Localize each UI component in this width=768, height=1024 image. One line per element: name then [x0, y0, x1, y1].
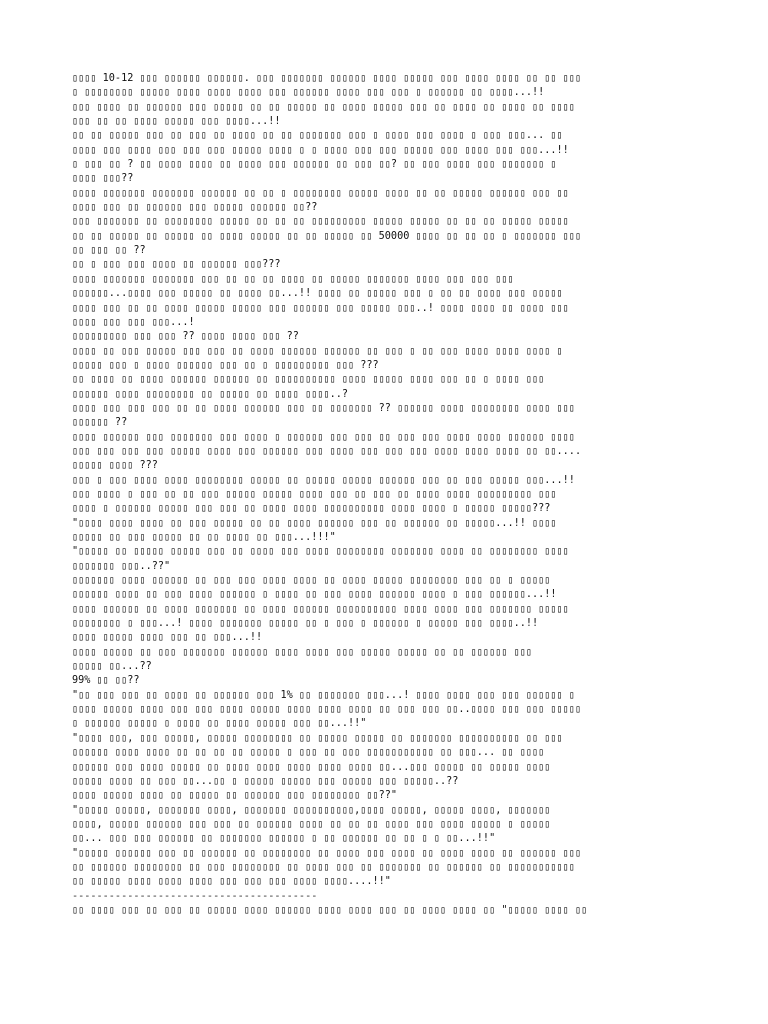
- text-line: ▯▯▯▯ ▯▯ ▯▯▯ ▯▯▯▯▯ ▯▯▯ ▯▯▯ ▯▯ ▯▯▯▯ ▯▯▯▯▯▯ ▯▯▯▯▯▯ ▯▯ ▯▯▯ ▯ ▯▯ ▯▯▯ ▯▯▯▯ ▯▯▯▯ ▯▯▯▯ ▯: [72, 345, 563, 357]
- text-line: ▯▯ ▯▯ ▯▯▯▯▯ ▯▯▯ ▯▯ ▯▯▯ ▯▯ ▯▯▯▯ ▯▯ ▯▯ ▯▯▯▯▯▯▯ ▯▯▯ ▯ ▯▯▯▯ ▯▯▯ ▯▯▯▯ ▯ ▯▯▯ ▯▯▯... ▯▯: [72, 130, 563, 142]
- text-line: "▯▯▯▯▯ ▯▯▯▯▯▯ ▯▯▯ ▯▯ ▯▯▯▯▯▯ ▯▯ ▯▯▯▯▯▯▯▯ ▯▯ ▯▯▯▯ ▯▯▯ ▯▯▯▯ ▯▯ ▯▯▯▯ ▯▯▯▯ ▯▯ ▯▯▯▯▯▯ ▯▯▯: [72, 847, 582, 859]
- text-line: ▯▯▯▯▯▯...▯▯▯▯ ▯▯▯ ▯▯▯▯▯ ▯▯ ▯▯▯▯ ▯▯...!! ▯▯▯▯ ▯▯ ▯▯▯▯▯ ▯▯▯ ▯ ▯▯ ▯▯ ▯▯▯▯ ▯▯▯ ▯▯▯▯▯: [72, 288, 563, 300]
- text-line: ▯▯▯ ▯▯▯▯ ▯ ▯▯▯ ▯▯ ▯▯ ▯▯▯ ▯▯▯▯▯ ▯▯▯▯▯ ▯▯▯▯ ▯▯▯ ▯▯ ▯▯▯ ▯▯ ▯▯▯▯ ▯▯▯▯ ▯▯▯▯▯▯▯▯▯ ▯▯▯: [72, 488, 557, 500]
- text-line: "▯▯▯▯ ▯▯▯, ▯▯▯ ▯▯▯▯▯, ▯▯▯▯▯ ▯▯▯▯▯▯▯▯ ▯▯ ▯▯▯▯▯ ▯▯▯▯▯ ▯▯ ▯▯▯▯▯▯▯ ▯▯▯▯▯▯▯▯▯▯ ▯▯ ▯▯▯: [72, 732, 563, 744]
- text-line: ▯▯▯▯▯▯ ▯▯▯▯ ▯▯▯▯ ▯▯ ▯▯ ▯▯ ▯▯ ▯▯▯▯▯ ▯ ▯▯▯ ▯▯ ▯▯▯ ▯▯▯▯▯▯▯▯▯▯▯ ▯▯ ▯▯▯... ▯▯ ▯▯▯▯: [72, 747, 545, 759]
- document-body: [72, 72, 700, 918]
- text-line: ▯▯▯▯ ▯▯▯ ▯▯ ▯▯ ▯▯▯▯ ▯▯▯▯▯ ▯▯▯▯▯ ▯▯▯ ▯▯▯▯▯▯ ▯▯▯ ▯▯▯▯▯ ▯▯▯..! ▯▯▯▯ ▯▯▯▯ ▯▯ ▯▯▯▯ ▯▯▯: [72, 302, 569, 314]
- text-line: ▯▯▯▯ ▯▯▯ ▯▯ ▯▯▯▯▯▯ ▯▯▯ ▯▯▯▯▯ ▯▯▯▯▯▯ ▯▯??: [72, 202, 318, 214]
- text-line: ▯▯▯▯ ▯▯▯▯▯▯ ▯▯▯ ▯▯▯▯▯▯▯ ▯▯▯ ▯▯▯▯ ▯ ▯▯▯▯▯▯ ▯▯▯ ▯▯▯ ▯▯ ▯▯▯ ▯▯▯ ▯▯▯▯ ▯▯▯▯ ▯▯▯▯▯▯ ▯▯▯▯: [72, 431, 575, 443]
- text-line: ▯▯▯▯▯▯ ??: [72, 417, 128, 429]
- text-line: ▯▯▯▯▯▯ ▯▯▯▯ ▯▯▯▯▯▯▯▯ ▯▯ ▯▯▯▯▯ ▯▯ ▯▯▯▯ ▯▯▯▯..?: [72, 388, 349, 400]
- text-line: "▯▯▯▯ ▯▯▯▯ ▯▯▯▯ ▯▯ ▯▯▯ ▯▯▯▯▯ ▯▯ ▯▯ ▯▯▯▯ ▯▯▯▯▯▯ ▯▯▯ ▯▯ ▯▯▯▯▯▯ ▯▯ ▯▯▯▯▯...!! ▯▯▯▯: [72, 517, 557, 529]
- text-line: ▯▯▯ ▯ ▯▯▯ ▯▯▯▯ ▯▯▯▯ ▯▯▯▯▯▯▯▯ ▯▯▯▯▯ ▯▯ ▯▯▯▯▯ ▯▯▯▯▯ ▯▯▯▯▯▯ ▯▯▯ ▯▯ ▯▯▯ ▯▯▯▯▯ ▯▯▯...!!: [72, 474, 575, 486]
- text-line: ▯▯ ▯ ▯▯▯ ▯▯▯ ▯▯▯▯ ▯▯ ▯▯▯▯▯▯ ▯▯▯???: [72, 259, 281, 271]
- text-line: 99% ▯▯ ▯▯??: [72, 675, 140, 687]
- text-line: ▯▯ ▯▯▯▯▯▯ ▯▯▯▯▯▯▯▯ ▯▯ ▯▯▯ ▯▯▯▯▯▯▯▯ ▯▯ ▯▯▯▯ ▯▯▯ ▯▯ ▯▯▯▯▯▯▯ ▯▯ ▯▯▯▯▯▯ ▯▯ ▯▯▯▯▯▯▯▯▯▯▯: [72, 861, 575, 873]
- text-line: ▯▯▯▯▯ ▯▯▯▯ ???: [72, 460, 158, 472]
- text-line: ▯▯▯▯ ▯▯▯??: [72, 173, 134, 185]
- text-line: ▯▯▯▯▯▯▯▯ ▯ ▯▯▯...! ▯▯▯▯ ▯▯▯▯▯▯▯ ▯▯▯▯▯ ▯▯ ▯ ▯▯▯ ▯ ▯▯▯▯▯▯ ▯ ▯▯▯▯▯ ▯▯▯ ▯▯▯▯..!!: [72, 618, 539, 630]
- text-line: ▯▯▯▯ ▯▯▯▯▯ ▯▯▯▯ ▯▯▯ ▯▯ ▯▯▯...!!: [72, 632, 263, 644]
- text-line: "▯▯▯▯▯ ▯▯▯▯▯, ▯▯▯▯▯▯▯ ▯▯▯▯, ▯▯▯▯▯▯▯ ▯▯▯▯▯▯▯▯▯▯,▯▯▯▯ ▯▯▯▯▯, ▯▯▯▯▯ ▯▯▯▯, ▯▯▯▯▯▯▯: [72, 804, 551, 816]
- text-line: ▯▯▯▯ ▯▯▯▯▯▯▯ ▯▯▯▯▯▯▯ ▯▯▯ ▯▯ ▯▯ ▯▯ ▯▯▯▯ ▯▯ ▯▯▯▯▯ ▯▯▯▯▯▯▯ ▯▯▯▯ ▯▯▯ ▯▯▯ ▯▯▯: [72, 273, 514, 285]
- text-line: ▯▯ ▯▯▯ ▯▯ ??: [72, 245, 146, 257]
- text-line: ▯▯ ▯▯▯▯ ▯▯ ▯▯▯▯ ▯▯▯▯▯▯ ▯▯▯▯▯▯ ▯▯ ▯▯▯▯▯▯▯▯▯▯ ▯▯▯▯ ▯▯▯▯▯ ▯▯▯▯ ▯▯▯ ▯▯ ▯ ▯▯▯▯ ▯▯▯: [72, 374, 545, 386]
- text-line: ▯▯▯▯▯▯ ▯▯▯ ▯▯▯▯ ▯▯▯▯▯ ▯▯ ▯▯▯▯ ▯▯▯▯ ▯▯▯▯ ▯▯▯▯ ▯▯▯▯ ▯▯...▯▯▯ ▯▯▯▯▯ ▯▯ ▯▯▯▯▯ ▯▯▯▯: [72, 761, 551, 773]
- text-line: ▯▯▯ ▯▯▯▯ ▯▯ ▯▯▯▯▯▯ ▯▯▯ ▯▯▯▯▯ ▯▯ ▯▯ ▯▯▯▯▯ ▯▯ ▯▯▯▯ ▯▯▯▯▯ ▯▯▯ ▯▯ ▯▯▯▯ ▯▯ ▯▯▯▯ ▯▯ ▯▯▯▯: [72, 101, 575, 113]
- text-line: ▯▯▯▯, ▯▯▯▯▯ ▯▯▯▯▯▯ ▯▯▯ ▯▯▯ ▯▯ ▯▯▯▯▯▯ ▯▯▯▯ ▯▯ ▯▯ ▯▯ ▯▯▯▯ ▯▯▯ ▯▯▯▯ ▯▯▯▯▯ ▯ ▯▯▯▯▯: [72, 818, 551, 830]
- section-divider: ----------------------------------------: [72, 890, 318, 902]
- text-line: ▯▯▯▯ ▯▯▯▯▯ ▯▯ ▯▯▯ ▯▯▯▯▯▯▯ ▯▯▯▯▯▯ ▯▯▯▯ ▯▯▯▯ ▯▯▯ ▯▯▯▯▯ ▯▯▯▯▯ ▯▯ ▯▯ ▯▯▯▯▯▯ ▯▯▯: [72, 646, 533, 658]
- text-line: ▯▯▯ ▯▯▯ ▯▯▯ ▯▯▯ ▯▯▯▯▯ ▯▯▯▯ ▯▯▯ ▯▯▯▯▯▯ ▯▯▯ ▯▯▯▯ ▯▯▯ ▯▯▯ ▯▯▯ ▯▯▯▯ ▯▯▯▯ ▯▯▯▯ ▯▯ ▯▯....: [72, 445, 582, 457]
- text-line: ▯▯▯▯ ▯ ▯▯▯▯▯▯ ▯▯▯▯▯ ▯▯▯ ▯▯▯ ▯▯ ▯▯▯▯ ▯▯▯▯ ▯▯▯▯▯▯▯▯▯▯ ▯▯▯▯ ▯▯▯▯ ▯ ▯▯▯▯▯ ▯▯▯▯▯???: [72, 503, 551, 515]
- text-line: ▯▯▯▯ 10-12 ▯▯▯ ▯▯▯▯▯▯ ▯▯▯▯▯▯. ▯▯▯ ▯▯▯▯▯▯▯ ▯▯▯▯▯▯ ▯▯▯▯ ▯▯▯▯▯ ▯▯▯ ▯▯▯▯ ▯▯▯▯ ▯▯ ▯▯ ▯▯▯: [72, 73, 582, 84]
- text-line: ▯▯▯▯▯▯▯ ▯▯▯..??": [72, 560, 171, 572]
- text-line: ▯▯▯ ▯▯▯▯▯▯▯ ▯▯ ▯▯▯▯▯▯▯▯ ▯▯▯▯▯ ▯▯ ▯▯ ▯▯ ▯▯▯▯▯▯▯▯▯ ▯▯▯▯▯ ▯▯▯▯▯ ▯▯ ▯▯ ▯▯ ▯▯▯▯▯ ▯▯▯▯▯: [72, 216, 569, 228]
- text-line: ▯▯▯▯▯▯▯ ▯▯▯▯ ▯▯▯▯▯▯ ▯▯ ▯▯▯ ▯▯▯ ▯▯▯▯ ▯▯▯▯ ▯▯ ▯▯▯▯ ▯▯▯▯▯ ▯▯▯▯▯▯▯▯ ▯▯▯ ▯▯ ▯ ▯▯▯▯▯: [72, 575, 551, 587]
- text-line: ▯▯▯▯ ▯▯▯ ▯▯▯ ▯▯▯...!: [72, 316, 195, 328]
- text-line: "▯▯ ▯▯▯ ▯▯▯ ▯▯ ▯▯▯▯ ▯▯ ▯▯▯▯▯▯ ▯▯▯ 1% ▯▯ ▯▯▯▯▯▯▯ ▯▯▯...! ▯▯▯▯ ▯▯▯▯ ▯▯▯ ▯▯▯ ▯▯▯▯▯▯ ▯: [72, 689, 575, 701]
- text-line: ▯▯▯▯▯▯ ▯▯▯▯ ▯▯ ▯▯▯ ▯▯▯▯ ▯▯▯▯▯▯ ▯ ▯▯▯▯ ▯▯ ▯▯▯ ▯▯▯▯ ▯▯▯▯▯▯ ▯▯▯▯ ▯ ▯▯▯ ▯▯▯▯▯▯...!!: [72, 589, 557, 601]
- text-line: ▯▯▯▯ ▯▯▯▯▯▯▯ ▯▯▯▯▯▯▯ ▯▯▯▯▯▯ ▯▯ ▯▯ ▯ ▯▯▯▯▯▯▯▯ ▯▯▯▯▯ ▯▯▯▯ ▯▯ ▯▯ ▯▯▯▯▯ ▯▯▯▯▯▯ ▯▯▯ ▯▯: [72, 187, 569, 199]
- text-line: ▯▯▯▯ ▯▯▯▯▯ ▯▯▯▯ ▯▯ ▯▯▯▯▯ ▯▯ ▯▯▯▯▯▯ ▯▯▯ ▯▯▯▯▯▯▯▯ ▯▯??": [72, 790, 398, 802]
- text-line: ▯▯▯▯▯ ▯▯...??: [72, 661, 152, 673]
- text-line: ▯ ▯▯▯▯▯▯ ▯▯▯▯▯ ▯ ▯▯▯▯ ▯▯ ▯▯▯▯ ▯▯▯▯▯ ▯▯▯ ▯▯...!!": [72, 718, 367, 730]
- text-line: ▯▯▯▯ ▯▯▯ ▯▯▯ ▯▯▯ ▯▯ ▯▯ ▯▯▯▯ ▯▯▯▯▯▯ ▯▯▯ ▯▯ ▯▯▯▯▯▯▯ ?? ▯▯▯▯▯▯ ▯▯▯▯ ▯▯▯▯▯▯▯▯ ▯▯▯▯ ▯▯▯: [72, 402, 575, 414]
- text-line: ▯▯▯▯▯ ▯▯▯ ▯ ▯▯▯▯ ▯▯▯▯▯▯ ▯▯▯ ▯▯ ▯ ▯▯▯▯▯▯▯▯▯ ▯▯▯ ???: [72, 359, 379, 371]
- text-line: ▯ ▯▯▯ ▯▯ ? ▯▯ ▯▯▯▯ ▯▯▯▯ ▯▯ ▯▯▯▯ ▯▯▯ ▯▯▯▯▯▯ ▯▯ ▯▯▯ ▯▯? ▯▯ ▯▯▯ ▯▯▯▯ ▯▯▯ ▯▯▯▯▯▯▯ ▯: [72, 159, 557, 171]
- text-line: ▯▯▯▯▯ ▯▯ ▯▯▯ ▯▯▯▯▯ ▯▯ ▯▯ ▯▯▯▯ ▯▯ ▯▯▯...!!!": [72, 532, 336, 543]
- text-line: "▯▯▯▯▯ ▯▯ ▯▯▯▯▯ ▯▯▯▯▯ ▯▯▯ ▯▯ ▯▯▯▯ ▯▯▯ ▯▯▯▯ ▯▯▯▯▯▯▯▯ ▯▯▯▯▯▯▯ ▯▯▯▯ ▯▯ ▯▯▯▯▯▯▯▯ ▯▯▯▯: [72, 546, 569, 558]
- text-line: ▯▯▯ ▯▯ ▯▯ ▯▯▯▯ ▯▯▯▯▯ ▯▯▯ ▯▯▯▯...!!: [72, 116, 281, 128]
- text-line: ▯▯▯▯▯ ▯▯▯▯ ▯▯ ▯▯▯ ▯▯...▯▯ ▯ ▯▯▯▯▯ ▯▯▯▯▯ ▯▯▯ ▯▯▯▯▯ ▯▯▯ ▯▯▯▯▯..??: [72, 775, 459, 787]
- text-line: ▯▯ ▯▯▯▯ ▯▯▯ ▯▯ ▯▯▯ ▯▯ ▯▯▯▯▯ ▯▯▯▯ ▯▯▯▯▯▯ ▯▯▯▯ ▯▯▯▯ ▯▯▯ ▯▯ ▯▯▯▯ ▯▯▯▯ ▯▯ "▯▯▯▯▯ ▯▯▯▯ ▯▯: [72, 904, 588, 916]
- text-line: ▯▯... ▯▯▯ ▯▯▯ ▯▯▯▯▯▯ ▯▯ ▯▯▯▯▯▯▯ ▯▯▯▯▯▯ ▯ ▯▯ ▯▯▯▯▯▯ ▯▯ ▯▯ ▯ ▯ ▯▯...!!": [72, 833, 496, 845]
- text-line: ▯▯▯▯ ▯▯▯ ▯▯▯▯ ▯▯▯ ▯▯▯ ▯▯▯ ▯▯▯▯▯ ▯▯▯▯ ▯ ▯ ▯▯▯▯ ▯▯▯ ▯▯▯ ▯▯▯▯▯ ▯▯▯ ▯▯▯▯ ▯▯▯ ▯▯▯...!!: [72, 144, 569, 156]
- text-line: ▯ ▯▯▯▯▯▯▯▯ ▯▯▯▯▯ ▯▯▯▯ ▯▯▯▯ ▯▯▯▯ ▯▯▯ ▯▯▯▯▯▯ ▯▯▯▯ ▯▯▯ ▯▯▯ ▯ ▯▯▯▯▯▯ ▯▯ ▯▯▯▯...!!: [72, 87, 545, 99]
- text-line: ▯▯ ▯▯ ▯▯▯▯▯ ▯▯ ▯▯▯▯▯ ▯▯ ▯▯▯▯ ▯▯▯▯▯ ▯▯ ▯▯ ▯▯▯▯▯ ▯▯ 50000 ▯▯▯▯ ▯▯ ▯▯ ▯▯ ▯ ▯▯▯▯▯▯▯ ▯▯▯: [72, 230, 582, 242]
- text-line: ▯▯▯▯ ▯▯▯▯▯ ▯▯▯▯ ▯▯▯ ▯▯▯ ▯▯▯▯ ▯▯▯▯▯ ▯▯▯▯ ▯▯▯▯ ▯▯▯▯ ▯▯ ▯▯▯ ▯▯▯ ▯▯..▯▯▯▯ ▯▯▯ ▯▯▯ ▯▯▯▯▯: [72, 704, 582, 716]
- text-line: ▯▯▯▯▯▯▯▯▯ ▯▯▯ ▯▯▯ ?? ▯▯▯▯ ▯▯▯▯ ▯▯▯ ??: [72, 331, 299, 343]
- text-line: ▯▯ ▯▯▯▯▯ ▯▯▯▯ ▯▯▯▯ ▯▯▯▯ ▯▯▯ ▯▯▯ ▯▯▯ ▯▯▯▯ ▯▯▯▯....!!": [72, 876, 391, 888]
- text-line: ▯▯▯▯ ▯▯▯▯▯▯ ▯▯ ▯▯▯▯ ▯▯▯▯▯▯▯ ▯▯ ▯▯▯▯ ▯▯▯▯▯▯ ▯▯▯▯▯▯▯▯▯▯ ▯▯▯▯ ▯▯▯▯ ▯▯▯ ▯▯▯▯▯▯▯ ▯▯▯▯▯: [72, 603, 569, 615]
